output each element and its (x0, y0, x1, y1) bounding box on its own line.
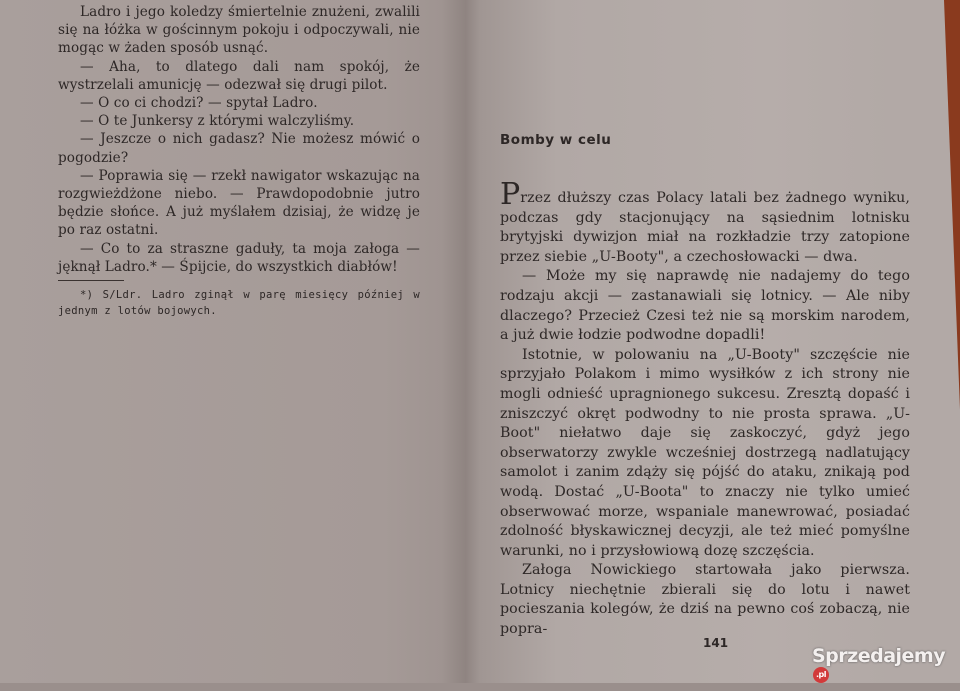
watermark-logo (812, 645, 960, 691)
paragraph: — Może my się naprawdę nie nadajemy do tego rodzaju akcji — zastanawiali się lotnicy. — Ale niby dlaczego? Przecież Czesi też nie są morskim narodem, a już dwie łodzie podwodne dopadli! (500, 268, 910, 344)
watermark-brand: Sprzedajemy (812, 645, 946, 667)
left-page (58, 3, 420, 319)
chapter-title: Bomby w celu (500, 132, 612, 148)
paragraph: — Poprawia się — rzekł nawigator wskazując na rozgwieżdżone niebo. — Prawdopodobnie jutro będzie słońce. A już myślałem dzisiaj, że widzę je po raz ostatni. (58, 167, 420, 239)
footnote: *) S/Ldr. Ladro zginął w parę miesięcy później w jednym z lotów bojowych. (58, 289, 420, 318)
paragraph: — O te Junkersy z którymi walczyliśmy. (80, 113, 355, 130)
paragraph: — O co ci chodzi? — spytał Ladro. (80, 95, 318, 112)
opening-paragraph-text: rzez dłuższy czas Polacy latali bez żadnego wyniku, podczas gdy stacjonujący na sąsiednim lotnisku brytyjski dywizjon miał na rozkładzie trzy zatopione przez siebie „U-Booty", a czechosłowacki — dwa. (500, 190, 910, 265)
paragraph: — Aha, to dlatego dali nam spokój, że wystrzelali amunicję — odezwał się drugi pilot. (58, 58, 420, 93)
paragraph: Załoga Nowickiego startowała jako pierwsza. Lotnicy niechętnie zbierali się do lotu i nawet pocieszania kolegów, że dziś na pewno coś zobaczą, nie popra- (500, 562, 910, 638)
page-number: 141 (703, 636, 729, 650)
watermark-tld-badge: .pl (813, 667, 829, 683)
opening-paragraph (500, 177, 910, 267)
paragraph: Istotnie, w polowaniu na „U-Booty" szczęście nie sprzyjało Polakom i mimo wysiłków z ich strony nie mogli odnieść upragnionego sukcesu. Zresztą dopaść i zniszczyć okręt podwodny to nie prosta sprawa. „U-Boot" niełatwo daje się zaskoczyć, gdyż jego obserwatorzy zwykle wcześniej dostrzegą nadlatujący samolot i zanim zdąży się pójść do ataku, znikają pod wodą. Dostać „U-Boota" to znaczy nie tylko umieć obserwować morze, wspaniale manewrować, posiadać zdolność błyskawicznej decyzji, ale też mieć pomyślne warunki, no i przysłowiową dozę szczęścia. (500, 346, 910, 559)
chapter-body (500, 177, 910, 640)
footnote-divider (58, 280, 124, 281)
paragraph: Ladro i jego koledzy śmiertelnie znużeni, zwalili się na łóżka w gościnnym pokoju i odpoczywali, nie mogąc w żaden sposób usnąć. (58, 4, 420, 57)
paragraph: — Jeszcze o nich gadasz? Nie możesz mówić o pogodzie? (58, 131, 420, 166)
drop-cap: P (500, 177, 521, 212)
paragraph: — Co to za straszne gaduły, ta moja załoga — jęknął Ladro.* — Śpijcie, do wszystkich diabłów! (58, 240, 420, 275)
